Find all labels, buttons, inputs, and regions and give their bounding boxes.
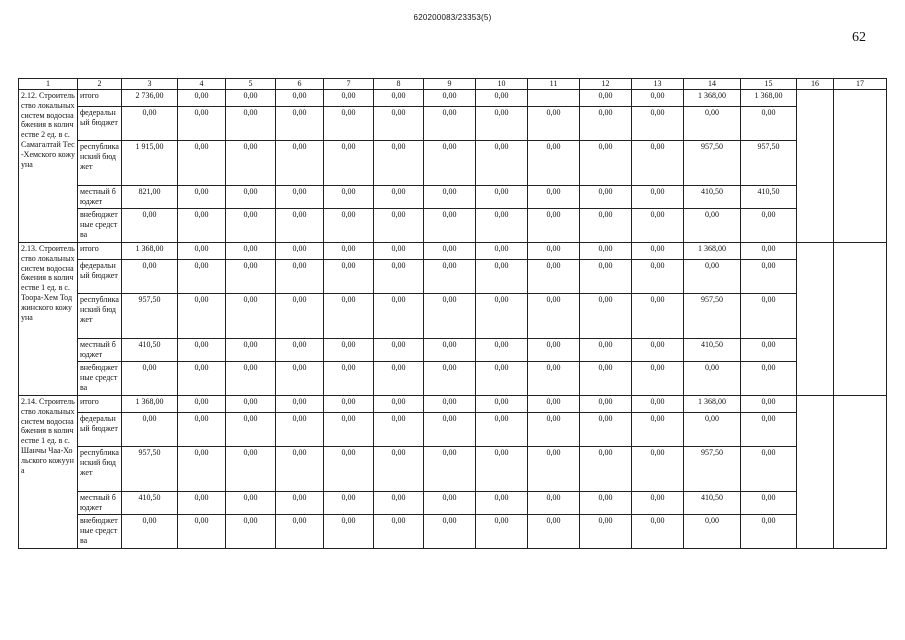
value-cell: 0,00: [276, 413, 324, 447]
value-cell: 0,00: [226, 339, 276, 362]
value-cell: 0,00: [580, 413, 632, 447]
value-cell: 0,00: [122, 515, 178, 549]
value-cell: 0,00: [424, 339, 476, 362]
value-cell: 0,00: [424, 447, 476, 492]
value-cell: 0,00: [178, 492, 226, 515]
value-cell: 0,00: [632, 141, 684, 186]
value-cell: 0,00: [580, 107, 632, 141]
value-cell: 0,00: [580, 209, 632, 243]
table-row: [19, 186, 887, 209]
table-row: [19, 107, 887, 141]
table-row: [19, 339, 887, 362]
value-cell: 0,00: [741, 339, 797, 362]
budget-source-label: местный бюджет: [78, 339, 122, 362]
value-cell: 0,00: [178, 209, 226, 243]
value-cell: 0,00: [528, 141, 580, 186]
budget-source-label: внебюджетные средства: [78, 209, 122, 243]
value-cell: 0,00: [632, 339, 684, 362]
value-cell: 0,00: [122, 260, 178, 294]
value-cell: 0,00: [476, 186, 528, 209]
value-cell: 0,00: [178, 141, 226, 186]
value-cell: 0,00: [684, 107, 741, 141]
value-cell: 0,00: [276, 339, 324, 362]
value-cell: 0,00: [528, 294, 580, 339]
value-cell: 0,00: [276, 209, 324, 243]
value-cell: 0,00: [476, 339, 528, 362]
table-row: [19, 413, 887, 447]
empty-column-16: [797, 396, 834, 549]
empty-column-17: [834, 396, 887, 549]
column-header: 14: [684, 79, 741, 90]
value-cell: 0,00: [741, 492, 797, 515]
table-row: [19, 447, 887, 492]
value-cell: 957,50: [684, 294, 741, 339]
value-cell: 0,00: [276, 243, 324, 260]
value-cell: 0,00: [226, 107, 276, 141]
value-cell: [528, 90, 580, 107]
value-cell: 410,50: [684, 339, 741, 362]
value-cell: 0,00: [122, 209, 178, 243]
value-cell: 0,00: [684, 515, 741, 549]
value-cell: 0,00: [528, 413, 580, 447]
value-cell: 0,00: [528, 107, 580, 141]
budget-table: [18, 78, 887, 549]
value-cell: 0,00: [424, 209, 476, 243]
value-cell: 0,00: [226, 90, 276, 107]
value-cell: 0,00: [528, 515, 580, 549]
value-cell: 0,00: [226, 413, 276, 447]
value-cell: 0,00: [741, 260, 797, 294]
value-cell: 0,00: [528, 339, 580, 362]
value-cell: 0,00: [276, 492, 324, 515]
value-cell: 0,00: [424, 260, 476, 294]
value-cell: 0,00: [580, 90, 632, 107]
value-cell: 0,00: [632, 186, 684, 209]
value-cell: 957,50: [684, 447, 741, 492]
value-cell: 0,00: [684, 362, 741, 396]
value-cell: 0,00: [178, 396, 226, 413]
budget-source-label: республиканский бюджет: [78, 141, 122, 186]
value-cell: 0,00: [374, 243, 424, 260]
value-cell: 0,00: [580, 492, 632, 515]
value-cell: 0,00: [476, 209, 528, 243]
value-cell: 0,00: [684, 413, 741, 447]
column-header: 9: [424, 79, 476, 90]
value-cell: 0,00: [476, 447, 528, 492]
value-cell: 0,00: [226, 260, 276, 294]
value-cell: 0,00: [741, 396, 797, 413]
value-cell: 0,00: [374, 339, 424, 362]
budget-source-label: местный бюджет: [78, 186, 122, 209]
value-cell: 0,00: [324, 141, 374, 186]
section-description: 2.14. Строительство локальных систем водоснабжения в количестве 1 ед. в с. Шанчы Чаа-Хольского кожууна: [19, 396, 78, 549]
value-cell: 0,00: [324, 243, 374, 260]
document-id: 620200083/23353(5): [413, 13, 492, 22]
value-cell: 0,00: [741, 243, 797, 260]
value-cell: 0,00: [374, 492, 424, 515]
value-cell: 957,50: [684, 141, 741, 186]
value-cell: 0,00: [276, 515, 324, 549]
value-cell: 0,00: [741, 362, 797, 396]
value-cell: 410,50: [684, 186, 741, 209]
value-cell: 0,00: [374, 141, 424, 186]
value-cell: 410,50: [122, 492, 178, 515]
value-cell: 410,50: [741, 186, 797, 209]
value-cell: 0,00: [122, 107, 178, 141]
budget-source-label: федеральный бюджет: [78, 413, 122, 447]
value-cell: 0,00: [324, 492, 374, 515]
value-cell: 410,50: [684, 492, 741, 515]
value-cell: 0,00: [424, 186, 476, 209]
value-cell: 0,00: [276, 260, 324, 294]
column-header: 17: [834, 79, 887, 90]
value-cell: 0,00: [528, 362, 580, 396]
value-cell: 0,00: [374, 90, 424, 107]
table-row: [19, 362, 887, 396]
value-cell: 0,00: [632, 294, 684, 339]
page-number: 62: [852, 30, 866, 45]
column-header-row: [19, 79, 887, 90]
empty-column-16: [797, 243, 834, 396]
budget-source-label: итого: [78, 396, 122, 413]
value-cell: 0,00: [324, 515, 374, 549]
value-cell: 0,00: [632, 209, 684, 243]
value-cell: 0,00: [741, 209, 797, 243]
value-cell: 0,00: [476, 396, 528, 413]
column-header: 12: [580, 79, 632, 90]
budget-source-label: внебюджетные средства: [78, 515, 122, 549]
value-cell: 0,00: [324, 362, 374, 396]
value-cell: 0,00: [476, 107, 528, 141]
value-cell: 0,00: [528, 243, 580, 260]
value-cell: 0,00: [580, 362, 632, 396]
table-row: [19, 294, 887, 339]
value-cell: 957,50: [122, 294, 178, 339]
value-cell: 0,00: [178, 515, 226, 549]
value-cell: 0,00: [324, 447, 374, 492]
value-cell: 0,00: [178, 413, 226, 447]
value-cell: 0,00: [632, 515, 684, 549]
value-cell: 0,00: [178, 294, 226, 339]
value-cell: 0,00: [476, 492, 528, 515]
value-cell: 0,00: [684, 209, 741, 243]
value-cell: 957,50: [741, 141, 797, 186]
value-cell: 0,00: [632, 447, 684, 492]
section-description: 2.13. Строительство локальных систем водоснабжения в количестве 1 ед. в с. Тоора-Хем Тоджинского кожууна: [19, 243, 78, 396]
value-cell: 0,00: [528, 260, 580, 294]
value-cell: 0,00: [178, 447, 226, 492]
column-header: 13: [632, 79, 684, 90]
value-cell: 0,00: [580, 141, 632, 186]
value-cell: 0,00: [324, 413, 374, 447]
value-cell: 0,00: [276, 447, 324, 492]
value-cell: 0,00: [374, 294, 424, 339]
value-cell: 0,00: [424, 515, 476, 549]
value-cell: 0,00: [178, 339, 226, 362]
table-row: [19, 396, 887, 413]
column-header: 16: [797, 79, 834, 90]
value-cell: 1 368,00: [684, 396, 741, 413]
table-row: [19, 492, 887, 515]
value-cell: 0,00: [476, 515, 528, 549]
value-cell: 0,00: [178, 90, 226, 107]
column-header: 1: [19, 79, 78, 90]
value-cell: 0,00: [276, 141, 324, 186]
column-header: 7: [324, 79, 374, 90]
value-cell: 0,00: [226, 186, 276, 209]
value-cell: 0,00: [276, 90, 324, 107]
value-cell: 0,00: [476, 413, 528, 447]
value-cell: 0,00: [476, 90, 528, 107]
value-cell: 0,00: [528, 209, 580, 243]
value-cell: 0,00: [580, 339, 632, 362]
budget-source-label: республиканский бюджет: [78, 447, 122, 492]
value-cell: 0,00: [374, 107, 424, 141]
value-cell: 0,00: [528, 492, 580, 515]
value-cell: 1 915,00: [122, 141, 178, 186]
value-cell: 0,00: [741, 515, 797, 549]
column-header: 15: [741, 79, 797, 90]
value-cell: 410,50: [122, 339, 178, 362]
value-cell: 0,00: [741, 294, 797, 339]
value-cell: 0,00: [580, 186, 632, 209]
value-cell: 1 368,00: [741, 90, 797, 107]
value-cell: 0,00: [374, 515, 424, 549]
value-cell: 0,00: [374, 396, 424, 413]
value-cell: 0,00: [424, 294, 476, 339]
value-cell: 0,00: [528, 447, 580, 492]
budget-source-label: местный бюджет: [78, 492, 122, 515]
value-cell: 0,00: [476, 362, 528, 396]
column-header: 10: [476, 79, 528, 90]
value-cell: 0,00: [528, 186, 580, 209]
table-row: [19, 515, 887, 549]
value-cell: 0,00: [324, 396, 374, 413]
value-cell: 0,00: [580, 447, 632, 492]
value-cell: 0,00: [741, 413, 797, 447]
value-cell: 0,00: [324, 294, 374, 339]
value-cell: 0,00: [580, 260, 632, 294]
value-cell: 0,00: [632, 396, 684, 413]
value-cell: 0,00: [324, 209, 374, 243]
column-header: 8: [374, 79, 424, 90]
value-cell: 0,00: [424, 243, 476, 260]
value-cell: 0,00: [580, 243, 632, 260]
value-cell: 0,00: [324, 90, 374, 107]
table-row: [19, 209, 887, 243]
value-cell: 0,00: [276, 107, 324, 141]
empty-column-17: [834, 90, 887, 243]
value-cell: 0,00: [122, 362, 178, 396]
column-header: 2: [78, 79, 122, 90]
column-header: 5: [226, 79, 276, 90]
value-cell: 0,00: [178, 243, 226, 260]
value-cell: 0,00: [424, 413, 476, 447]
table-row: [19, 260, 887, 294]
value-cell: 0,00: [324, 260, 374, 294]
value-cell: 1 368,00: [122, 396, 178, 413]
value-cell: 0,00: [632, 243, 684, 260]
value-cell: 0,00: [226, 396, 276, 413]
section-description: 2.12. Строительство локальных систем водоснабжения в количестве 2 ед. в с. Самагалтай Тес-Хемского кожууна: [19, 90, 78, 243]
value-cell: 0,00: [632, 413, 684, 447]
value-cell: 0,00: [424, 141, 476, 186]
table-row: [19, 90, 887, 107]
value-cell: 0,00: [632, 107, 684, 141]
value-cell: 0,00: [178, 186, 226, 209]
value-cell: 0,00: [632, 90, 684, 107]
value-cell: 0,00: [580, 294, 632, 339]
value-cell: 1 368,00: [684, 90, 741, 107]
budget-source-label: итого: [78, 243, 122, 260]
value-cell: 0,00: [178, 107, 226, 141]
value-cell: 0,00: [226, 243, 276, 260]
column-header: 11: [528, 79, 580, 90]
value-cell: 0,00: [226, 294, 276, 339]
value-cell: 0,00: [276, 362, 324, 396]
value-cell: 0,00: [178, 260, 226, 294]
value-cell: 0,00: [374, 413, 424, 447]
value-cell: 0,00: [424, 396, 476, 413]
value-cell: 2 736,00: [122, 90, 178, 107]
value-cell: 821,00: [122, 186, 178, 209]
value-cell: 0,00: [741, 447, 797, 492]
value-cell: 0,00: [276, 294, 324, 339]
empty-column-17: [834, 243, 887, 396]
column-header: 4: [178, 79, 226, 90]
value-cell: 957,50: [122, 447, 178, 492]
budget-source-label: федеральный бюджет: [78, 107, 122, 141]
column-header: 6: [276, 79, 324, 90]
value-cell: 0,00: [226, 141, 276, 186]
value-cell: 0,00: [374, 186, 424, 209]
budget-source-label: республиканский бюджет: [78, 294, 122, 339]
value-cell: 0,00: [632, 362, 684, 396]
value-cell: 1 368,00: [122, 243, 178, 260]
value-cell: 0,00: [122, 413, 178, 447]
table-row: [19, 243, 887, 260]
value-cell: 0,00: [226, 515, 276, 549]
value-cell: 0,00: [374, 447, 424, 492]
value-cell: 0,00: [374, 362, 424, 396]
budget-source-label: федеральный бюджет: [78, 260, 122, 294]
value-cell: 1 368,00: [684, 243, 741, 260]
value-cell: 0,00: [324, 339, 374, 362]
value-cell: 0,00: [324, 107, 374, 141]
value-cell: 0,00: [178, 362, 226, 396]
value-cell: 0,00: [226, 209, 276, 243]
value-cell: 0,00: [684, 260, 741, 294]
value-cell: 0,00: [580, 515, 632, 549]
value-cell: 0,00: [424, 90, 476, 107]
value-cell: 0,00: [424, 362, 476, 396]
value-cell: 0,00: [276, 396, 324, 413]
budget-source-label: внебюджетные средства: [78, 362, 122, 396]
value-cell: 0,00: [476, 260, 528, 294]
value-cell: 0,00: [741, 107, 797, 141]
value-cell: 0,00: [374, 260, 424, 294]
value-cell: 0,00: [632, 260, 684, 294]
value-cell: 0,00: [424, 107, 476, 141]
empty-column-16: [797, 90, 834, 243]
value-cell: 0,00: [476, 294, 528, 339]
value-cell: 0,00: [226, 362, 276, 396]
budget-source-label: итого: [78, 90, 122, 107]
value-cell: 0,00: [226, 492, 276, 515]
value-cell: 0,00: [476, 243, 528, 260]
value-cell: 0,00: [424, 492, 476, 515]
column-header: 3: [122, 79, 178, 90]
value-cell: 0,00: [632, 492, 684, 515]
value-cell: 0,00: [476, 141, 528, 186]
table-row: [19, 141, 887, 186]
value-cell: 0,00: [324, 186, 374, 209]
value-cell: 0,00: [374, 209, 424, 243]
value-cell: 0,00: [528, 396, 580, 413]
value-cell: 0,00: [580, 396, 632, 413]
value-cell: 0,00: [276, 186, 324, 209]
value-cell: 0,00: [226, 447, 276, 492]
